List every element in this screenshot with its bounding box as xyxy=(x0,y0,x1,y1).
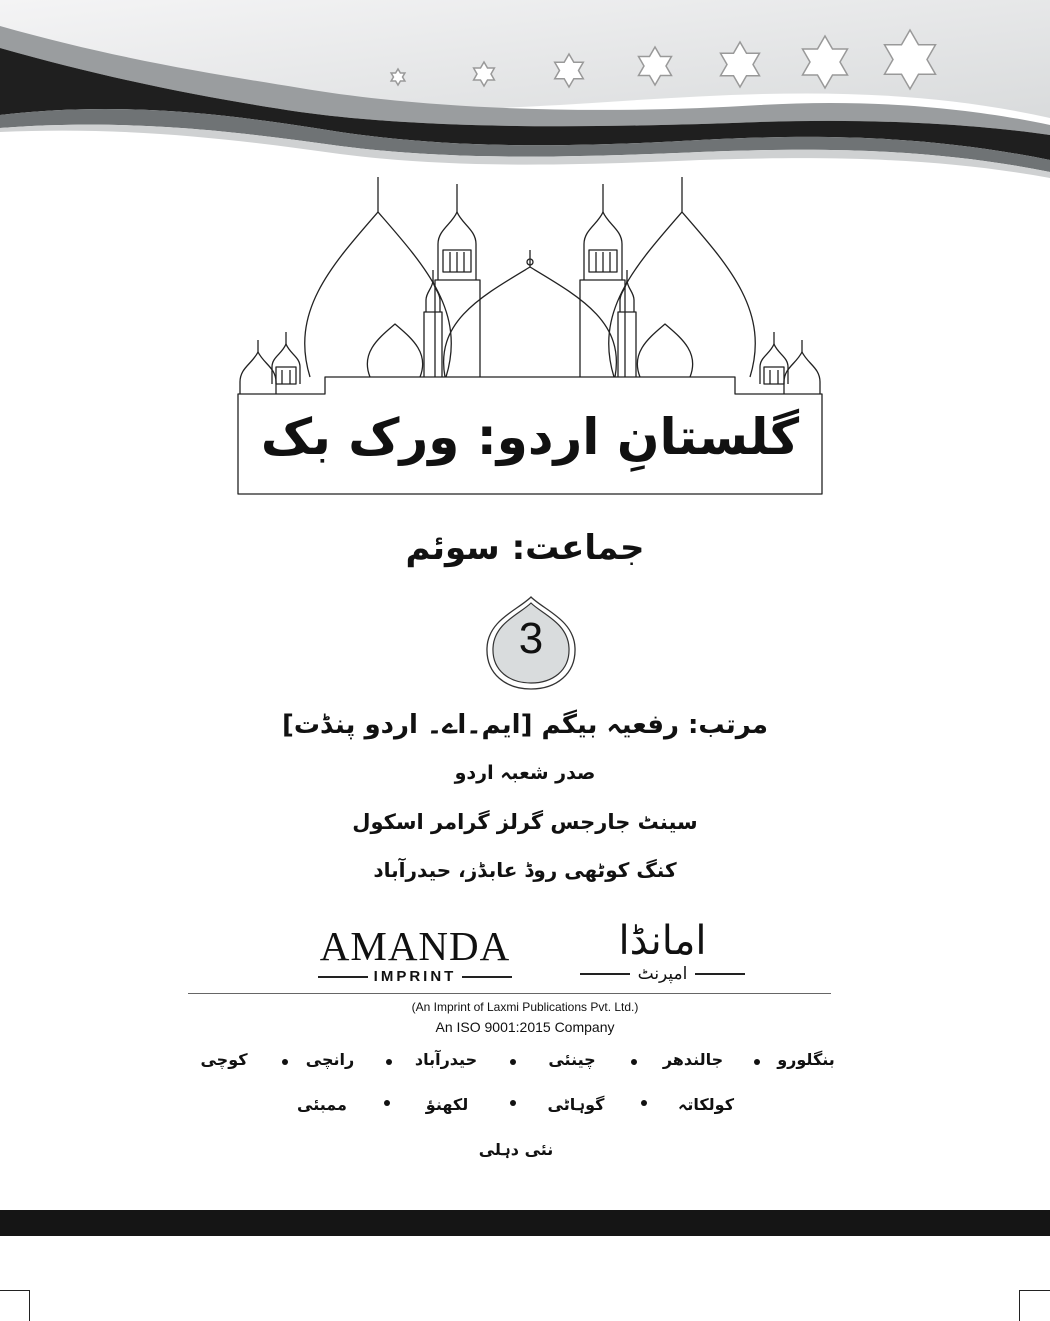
city-item: حیدرآباد xyxy=(414,1050,478,1069)
city-item: جالندھر xyxy=(662,1050,724,1069)
crop-mark-bottom-right xyxy=(1019,1290,1050,1321)
class-label: جماعت: سوئم xyxy=(405,528,645,568)
city-item: بنگلورو xyxy=(777,1050,835,1069)
imprint-note: (An Imprint of Laxmi Publications Pvt. Ltd.) xyxy=(411,1000,639,1014)
city-item: کوچی xyxy=(200,1050,248,1069)
compiler-school-line: سینٹ جارجس گرلز گرامر اسکول xyxy=(352,810,698,834)
city-item: کولکاتہ xyxy=(677,1095,735,1114)
grade-number: 3 xyxy=(518,614,544,663)
amanda-imprint-logo xyxy=(318,924,512,985)
city-item: نئی دہلی xyxy=(478,1140,554,1159)
urdu-logo-sub: امپرنٹ xyxy=(637,964,688,984)
city-item: لکھنؤ xyxy=(425,1095,469,1114)
iso-note: An ISO 9001:2015 Company xyxy=(435,1019,615,1035)
compiler-address-line: کنگ کوٹھی روڈ عابڈز، حیدرآباد xyxy=(373,858,677,882)
bullet-icon xyxy=(641,1100,647,1106)
book-title: گلستانِ اردو: ورک بک xyxy=(260,408,800,466)
bullet-icon xyxy=(510,1059,516,1065)
logo-sub: IMPRINT xyxy=(373,968,457,985)
compiler-name-line: مرتب: رفعیہ بیگم [ایم۔اے۔ اردو پنڈت] xyxy=(282,710,768,740)
crop-mark-bottom-left xyxy=(0,1290,30,1321)
city-item: گوہاٹی xyxy=(547,1095,605,1114)
footer-bar xyxy=(0,1210,1050,1236)
bullet-icon xyxy=(384,1100,390,1106)
bullet-icon xyxy=(386,1059,392,1065)
logo-word: AMANDA xyxy=(319,923,511,969)
bullet-icon xyxy=(282,1059,288,1065)
header-swoosh xyxy=(0,0,1050,190)
city-item: رانچی xyxy=(305,1050,355,1069)
bullet-icon xyxy=(510,1100,516,1106)
compiler-dept-line: صدر شعبہ اردو xyxy=(454,762,596,784)
urdu-imprint-logo xyxy=(580,918,745,984)
bullet-icon xyxy=(631,1059,637,1065)
urdu-logo-word: امانڈا xyxy=(618,918,707,964)
city-item: ممبئی xyxy=(297,1095,347,1114)
bullet-icon xyxy=(754,1059,760,1065)
divider xyxy=(188,993,831,994)
city-item: چینئی xyxy=(548,1050,596,1069)
